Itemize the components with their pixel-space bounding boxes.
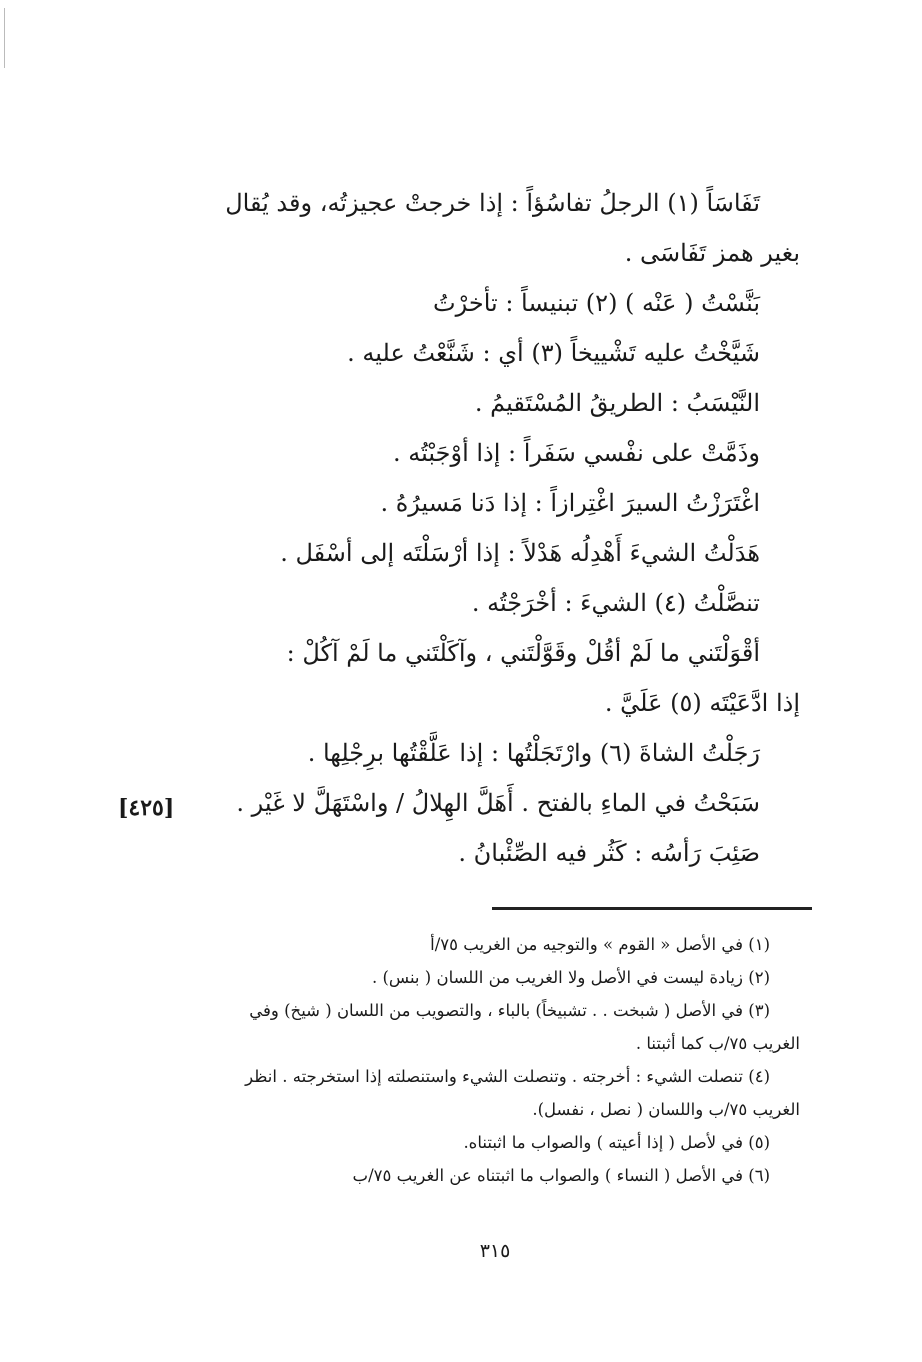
footnote-line: (٦) في الأصل ( النساء ) والصواب ما اثبتناه عن الغريب ٧٥/ب <box>352 1166 770 1185</box>
page-number: ٣١٥ <box>479 1240 511 1262</box>
footnote-line: الغريب ٧٥/ب واللسان ( نصل ، نفسل). <box>532 1100 800 1119</box>
text-line: بَنَّسْتُ ( عَنْه ) (٢) تبنيساً : تأخرْتُ <box>433 289 760 317</box>
footnotes <box>190 928 800 1192</box>
manuscript-folio-ref: [٤٢٥] <box>118 795 175 821</box>
text-line: إذا ادَّعَيْتَه (٥) عَلَيَّ . <box>604 689 800 717</box>
text-line: رَجَلْتُ الشاةَ (٦) وارْتَجَلْتُها : إذا عَلَّقْتُها برِجْلِها . <box>307 739 760 767</box>
text-line: تنصَّلْتُ (٤) الشيءَ : أخْرَجْتُه . <box>471 589 760 617</box>
text-line: اغْتَرَزْتُ السيرَ اغْتِرازاً : إذا دَنا مَسيرُهُ . <box>380 489 760 517</box>
text-line: بغير همز تَفَاسَى . <box>624 239 800 267</box>
text-line: شَيَّخْتُ عليه تَشْييخاً (٣) أي : شَنَّعْتُ عليه . <box>347 339 760 367</box>
footnote-separator <box>492 907 812 910</box>
main-text <box>185 178 800 878</box>
text-line: النَّيْسَبُ : الطريقُ المُسْتَقيمُ . <box>474 389 760 417</box>
footnote-line: الغريب ٧٥/ب كما أثبتنا . <box>635 1034 800 1053</box>
footnote-line: (١) في الأصل « القوم » والتوجيه من الغريب ٧٥/أ <box>430 935 770 954</box>
footnote-line: (٤) تنصلت الشيء : أخرجته . وتنصلت الشيء واستنصلته إذا استخرجته . انظر <box>245 1067 770 1086</box>
text-line: أقْوَلْتَني ما لَمْ أقُلْ وقَوَّلْتَني ، وآكَلْتَني ما لَمْ آكُلْ : <box>286 639 760 667</box>
text-line: صَئِبَ رَأسُه : كَثُر فيه الصِّئْبانُ . <box>458 839 760 867</box>
footnote-line: (٣) في الأصل ( شبخت . . تشبيخاً) بالباء ، والتصويب من اللسان ( شيخ) وفي <box>249 1001 770 1020</box>
footnote-line: (٢) زيادة ليست في الأصل ولا الغريب من اللسان ( بنس) . <box>371 968 770 987</box>
text-line: تَفَاسَاً (١) الرجلُ تفاسُؤاً : إذا خرجتْ عجيزتُه، وقد يُقال <box>225 189 760 217</box>
text-line: وذَمَّتْ على نفْسي سَفَراً : إذا أوْجَبْتُه . <box>393 439 760 467</box>
footnote-line: (٥) في لأصل ( إذا أعيته ) والصواب ما اثبتناه. <box>463 1133 770 1152</box>
text-line: هَدَلْتُ الشيءَ أَهْدِلُه هَدْلاً : إذا أرْسَلْتَه إلى أسْفَل . <box>280 539 760 567</box>
scan-margin-mark <box>4 8 5 68</box>
text-line: سَبَحْتُ في الماءِ بالفتح . أَهَلَّ الهِلالُ / واسْتَهَلَّ لا غَيْر . <box>236 789 760 817</box>
